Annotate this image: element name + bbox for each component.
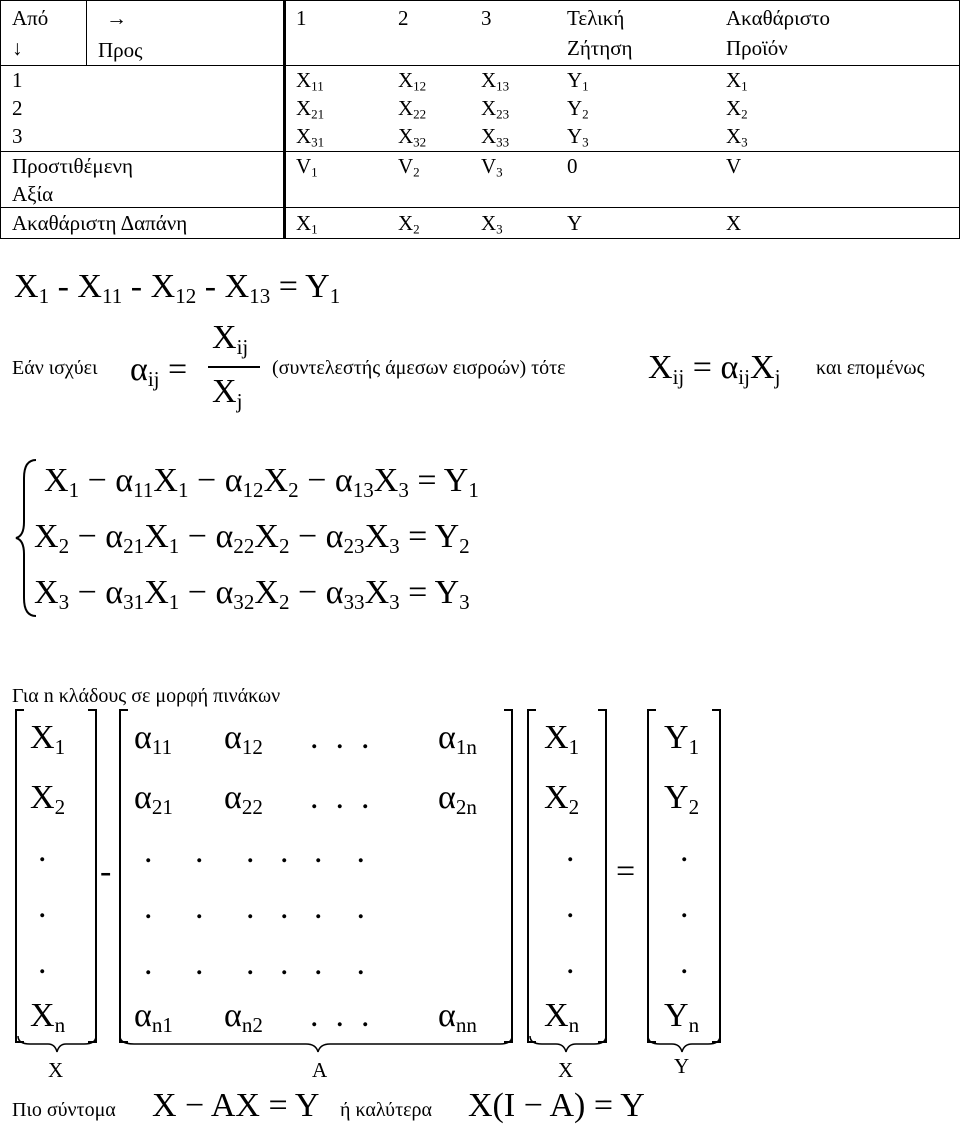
header-gross-product-2: Προϊόν	[726, 36, 788, 60]
header-col-1: 1	[296, 6, 307, 30]
cell: $X_{21}$	[296, 96, 325, 122]
cell: $X_{31}$	[296, 124, 325, 150]
minus-sign: -	[100, 853, 112, 890]
header-from: Από	[12, 6, 49, 30]
cell: $X_2$	[726, 96, 748, 122]
cell: $X_{32}$	[398, 124, 427, 150]
cell: $V_3$	[481, 154, 503, 180]
equals-sign: =	[616, 853, 636, 890]
header-col-2: 2	[398, 6, 409, 30]
under-braces	[0, 1034, 960, 1058]
cell: $Y_1$	[567, 68, 589, 94]
system-eq-3: $X_3 - \alpha_{31}X_1 - \alpha_{32}X_2 - \alpha_{33}X_3 = Y_3$	[34, 574, 470, 614]
cell: $V_1$	[296, 154, 318, 180]
label-a: A	[312, 1058, 328, 1082]
better-equation: X(I − A) = Y	[468, 1087, 645, 1124]
label-y: Y	[674, 1054, 690, 1078]
and-therefore-text: και επομένως	[816, 357, 925, 379]
cell: $Y_2$	[567, 96, 589, 122]
shorter-text: Πιο σύντομα	[12, 1099, 116, 1121]
system-eq-2: $X_2 - \alpha_{21}X_1 - \alpha_{22}X_2 - \alpha_{23}X_3 = Y_2$	[34, 518, 470, 558]
if-holds-text: Εάν ισχύει	[12, 357, 98, 379]
cell: $X_1$	[726, 68, 748, 94]
system-eq-1: $X_1 - \alpha_{11}X_1 - \alpha_{12}X_2 - \alpha_{13}X_3 = Y_1$	[44, 462, 479, 502]
fraction-den: $X_j$	[212, 373, 243, 413]
arrow-right-icon: →	[106, 6, 127, 30]
cell: $X_{13}$	[481, 68, 510, 94]
balance-equation: $X_1 - X_{11} - X_{12} - X_{13} = Y_1$	[14, 268, 341, 308]
header-gross-product-1: Ακαθάριστο	[726, 6, 831, 30]
or-better-text: ή καλύτερα	[340, 1099, 432, 1121]
cell: $X_{23}$	[481, 96, 510, 122]
coef-alpha: $\alpha_{ij}$ =	[130, 351, 188, 391]
header-final-demand-1: Τελική	[567, 6, 625, 30]
cell: $X_{33}$	[481, 124, 510, 150]
cell: $X_{12}$	[398, 68, 427, 94]
fraction-bar	[208, 366, 260, 368]
cell: $Y_3$	[567, 124, 589, 150]
cell: $X_{22}$	[398, 96, 427, 122]
cell: Y	[567, 211, 583, 235]
label-x: X	[48, 1058, 64, 1082]
cell: V	[726, 154, 742, 178]
coef-note: (συντελεστής άμεσων εισροών) τότε	[272, 357, 566, 379]
cell: $X_{11}$	[296, 68, 324, 94]
cell: $V_2$	[398, 154, 420, 180]
cell: 0	[567, 154, 578, 178]
cell: $X_3$	[481, 211, 503, 237]
gross-cost-label: Ακαθάριστη Δαπάνη	[12, 211, 188, 235]
cell: $X_1$	[296, 211, 318, 237]
fraction-num: $X_{ij}$	[212, 319, 249, 359]
cell: X	[726, 211, 742, 235]
row-label: 2	[12, 96, 23, 120]
short-equation: X − AX = Y	[152, 1087, 320, 1124]
for-n-text: Για n κλάδους σε μορφή πινάκων	[12, 685, 281, 707]
label-x-2: X	[558, 1058, 574, 1082]
cell: $X_3$	[726, 124, 748, 150]
coef-relation: $X_{ij} = \alpha_{ij}X_j$	[648, 349, 781, 389]
value-added-label: Προστιθέμενη	[12, 154, 133, 178]
cell: $X_2$	[398, 211, 420, 237]
row-label: 3	[12, 124, 23, 148]
arrow-down-icon: ↓	[12, 36, 23, 60]
header-col-3: 3	[481, 6, 492, 30]
header-to: Προς	[98, 38, 143, 62]
header-final-demand-2: Ζήτηση	[567, 36, 633, 60]
row-label: 1	[12, 68, 23, 92]
value-added-label-2: Αξία	[12, 182, 54, 206]
